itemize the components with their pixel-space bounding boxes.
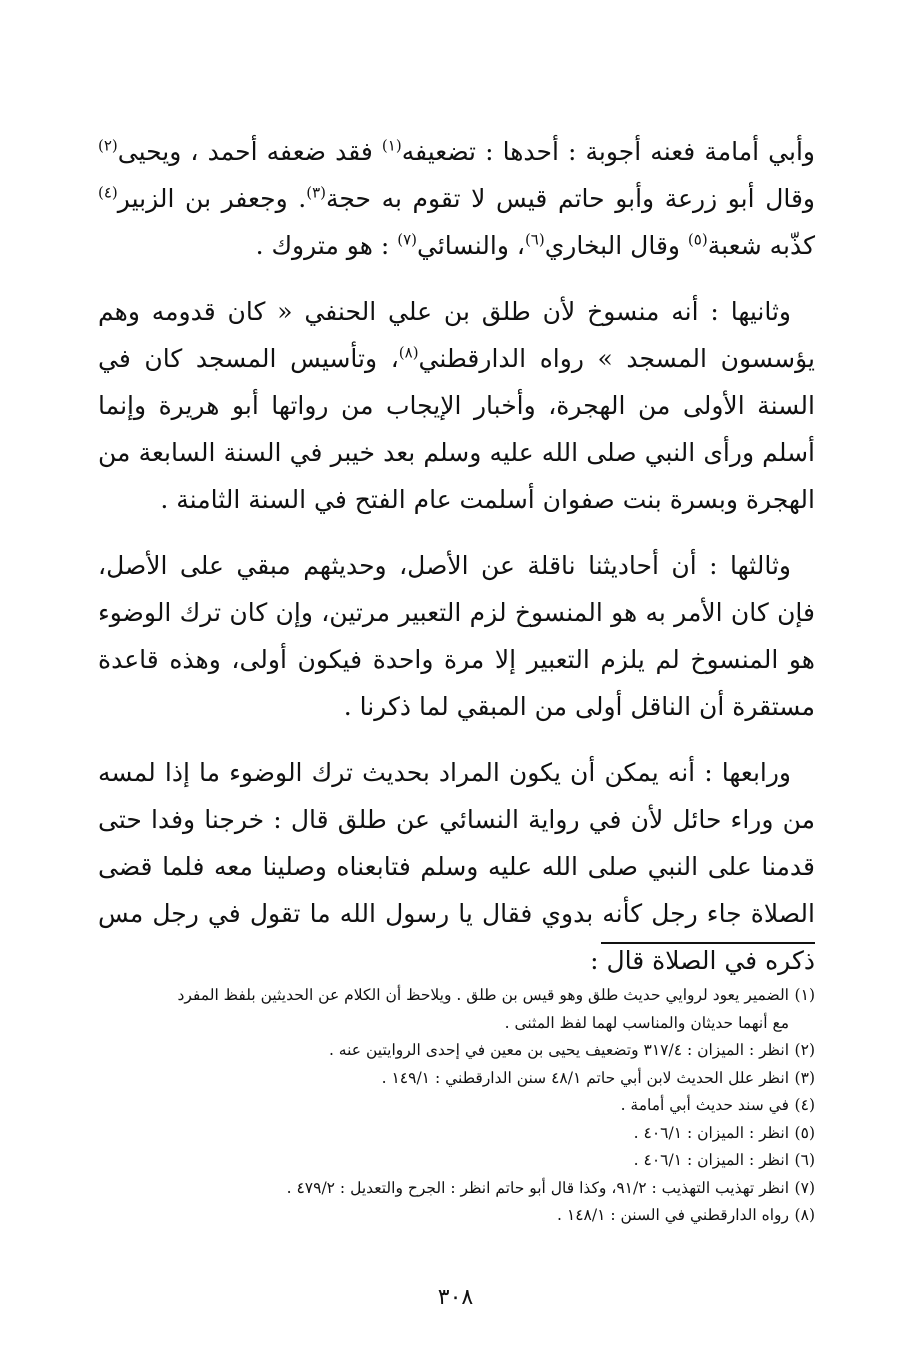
text-run: وثالثها : أن أحاديثنا ناقلة عن الأصل، وحديثهم مبقي على الأصل، فإن كان الأمر به هو المنسوخ لزم التعبير مرتين، وإن كان ترك الوضوء هو المنسوخ لم يلزم التعبير إلا مرة واحدة فيكون أولى، وهذه قاعدة مستقرة أن الناقل أولى من المبقي لما ذكرنا . [98, 551, 815, 721]
text-run: وقال البخاري [544, 231, 688, 260]
footnote-item [98, 1147, 815, 1175]
footnote-text: الضمير يعود لروايي حديث طلق وهو قيس بن طلق . ويلاحظ أن الكلام عن الحديثين بلفظ المفرد [177, 986, 789, 1004]
footnote-item [98, 1037, 815, 1065]
text-run: ، وتأسيس المسجد كان في السنة الأولى من الهجرة، وأخبار الإيجاب من رواتها أبو هريرة وإنما أسلم ورأى النبي صلى الله عليه وسلم بعد خيبر في السنة السابعة من الهجرة وبسرة بنت صفوان أسلمت عام الفتح في السنة الثامنة . [98, 344, 815, 514]
main-text [98, 128, 815, 1003]
footnote-text-continued: مع أنهما حديثان والمناسب لهما لفظ المثنى . [504, 1013, 789, 1032]
paragraph [98, 288, 815, 523]
text-run: ورابعها : أنه يمكن أن يكون المراد بحديث ترك الوضوء ما إذا لمسه من وراء حائل لأن في رواية النسائي عن طلق قال : خرجنا وفدا حتى قدمنا على النبي صلى الله عليه وسلم فتابعناه وصلينا معه فلما قضى الصلاة جاء رجل كأنه بدوي فقال يا رسول الله ما تقول في رجل مس ذكره في الصلاة قال : [98, 758, 815, 975]
footnotes-list [98, 982, 815, 1230]
footnote-text: رواه الدارقطني في السنن : ١٤٨/١ . [557, 1206, 789, 1224]
text-run: وأبي أمامة فعنه أجوبة : أحدها : تضعيفه [401, 137, 815, 166]
text-run: ، والنسائي [417, 231, 525, 260]
footnote-ref[interactable]: (٤) [98, 183, 118, 202]
footnote-text: في سند حديث أبي أمامة . [620, 1096, 789, 1114]
text-run: وثانيها : أنه منسوخ لأن طلق بن علي الحنفي « كان قدومه وهم يؤسسون المسجد » رواه الدارقطني [98, 297, 815, 373]
footnote-item [98, 1175, 815, 1203]
footnote-ref[interactable]: (١) [381, 136, 402, 155]
text-run: كذّبه شعبة [707, 231, 815, 260]
footnote-text: انظر : الميزان : ٤٠٦/١ . [633, 1123, 789, 1142]
footnote-number: (٢) [794, 1041, 815, 1059]
footnote-number: (٥) [794, 1123, 815, 1142]
footnote-number: (١) [794, 986, 815, 1004]
footnote-ref[interactable]: (٧) [397, 230, 418, 249]
footnote-ref[interactable]: (٢) [98, 136, 118, 155]
paragraph [98, 128, 815, 269]
footnote-separator [601, 942, 815, 944]
footnote-item [98, 1065, 815, 1093]
footnote-ref[interactable]: (٣) [306, 183, 326, 202]
text-run: وقال أبو زرعة وأبو حاتم قيس لا تقوم به حجة [325, 184, 815, 213]
text-run: . وجعفر بن الزبير [117, 184, 307, 213]
footnote-text: انظر تهذيب التهذيب : ٩١/٢، وكذا قال أبو حاتم انظر : الجرح والتعديل : ٤٧٩/٢ . [286, 1178, 789, 1197]
footnote-ref[interactable]: (٨) [398, 343, 419, 362]
footnote-item [98, 1120, 815, 1148]
footnote-text: انظر علل الحديث لابن أبي حاتم ٤٨/١ سنن الدارقطني : ١٤٩/١ . [381, 1068, 789, 1087]
footnote-text: انظر : الميزان : ٣١٧/٤ وتضعيف يحيى بن معين في إحدى الروايتين عنه . [328, 1041, 789, 1059]
text-run: : هو متروك . [255, 231, 398, 260]
paragraph [98, 542, 815, 730]
footnote-text: انظر : الميزان : ٤٠٦/١ . [633, 1151, 789, 1169]
footnote-number: (٨) [794, 1206, 815, 1224]
footnote-number: (٣) [794, 1068, 815, 1087]
page-number: ٣٠٨ [437, 1285, 474, 1310]
footnote-number: (٧) [794, 1178, 815, 1197]
paragraph [98, 749, 815, 984]
footnote-item [98, 982, 815, 1037]
footnote-item [98, 1092, 815, 1120]
text-run: فقد ضعفه أحمد ، ويحيى [117, 137, 382, 166]
footnote-ref[interactable]: (٦) [524, 230, 545, 249]
footnote-ref[interactable]: (٥) [687, 230, 708, 249]
footnote-number: (٤) [794, 1096, 815, 1114]
footnote-number: (٦) [794, 1151, 815, 1169]
footnote-item [98, 1202, 815, 1230]
